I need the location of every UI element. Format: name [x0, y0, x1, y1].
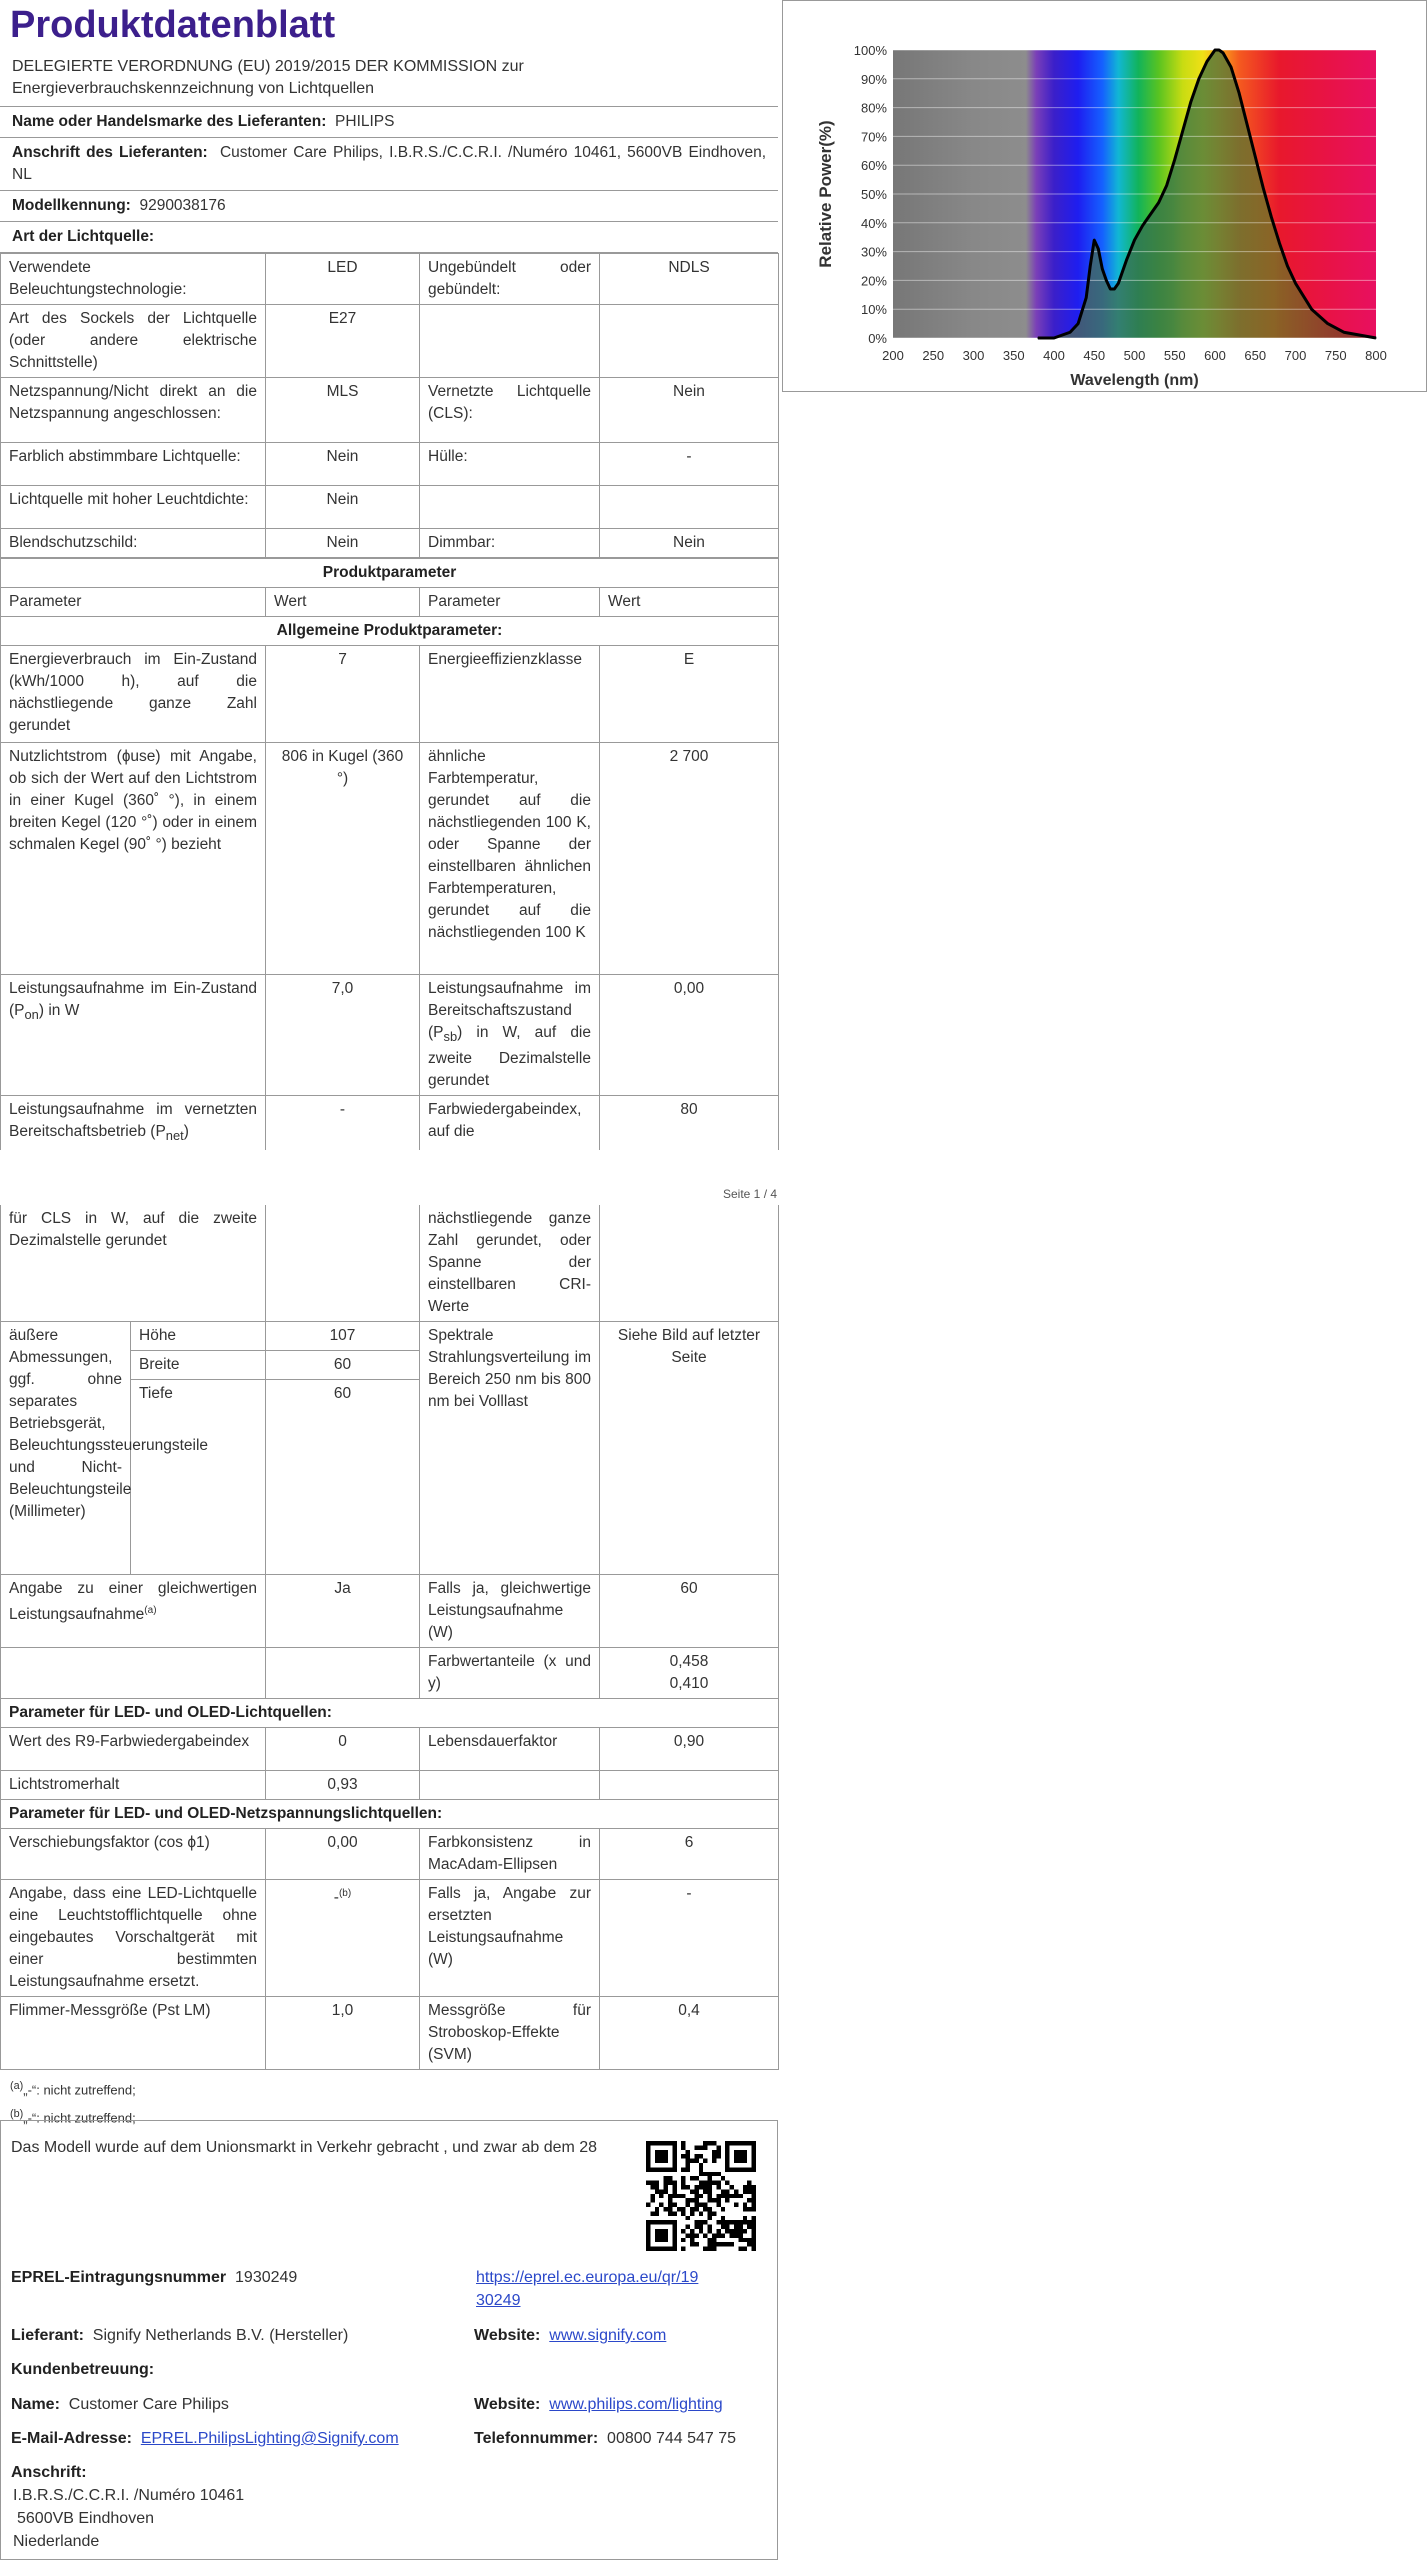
- qr-code-icon: [646, 2141, 756, 2251]
- param-value: -: [600, 1880, 779, 1997]
- supplier-name: Lieferant: Signify Netherlands B.V. (Hersteller): [11, 2327, 349, 2344]
- data-point: [1190, 101, 1191, 102]
- dimension-key: Höhe: [131, 1322, 266, 1351]
- x-tick-label: 500: [1123, 348, 1146, 363]
- data-point: [1359, 335, 1360, 336]
- data-point: [1287, 265, 1288, 266]
- y-tick-label: 30%: [860, 244, 887, 260]
- equivalent-power-w-value: 60: [600, 1575, 779, 1648]
- data-point: [1182, 130, 1183, 131]
- x-tick-label: 400: [1043, 348, 1065, 363]
- param-label: Nutzlichtstrom (ɸuse) mit Angabe, ob sich der Wert auf den Lichtstrom in einer Kugel (360˚ °), in einem breiten Kegel (120 °˚) oder in einem schmalen Kegel (90˚ °) bezieht: [1, 743, 266, 975]
- data-point: [1198, 78, 1199, 79]
- data-point: [1295, 283, 1296, 284]
- param-label: Angabe, dass eine LED-Lichtquelle eine Leuchtstofflichtquelle ohne eingebautes Vorschaltgerät mit einer bestimmten Leistungsaufnahme ersetzt.: [1, 1880, 266, 1997]
- param-label: Blendschutzschild:: [1, 529, 266, 558]
- x-tick-label: 350: [1002, 348, 1025, 363]
- x-tick-label: 250: [922, 348, 945, 363]
- table-row: [1, 1728, 779, 1771]
- dimension-key: Tiefe: [131, 1380, 266, 1575]
- data-point: [1053, 337, 1054, 338]
- x-tick-label: 200: [882, 348, 904, 363]
- address-block: Anschrift: I.B.R.S./C.C.R.I. /Numéro 10461 5600VB Eindhoven Niederlande: [11, 2464, 245, 2550]
- dimension-value: 60: [266, 1351, 420, 1380]
- cri-label: Farbwiedergabeindex, auf die: [420, 1096, 600, 1151]
- data-point: [1263, 188, 1264, 189]
- param-value: [600, 1771, 779, 1800]
- param-label: Messgröße für Stroboskop-Effekte (SVM): [420, 1997, 600, 2070]
- y-tick-label: 10%: [860, 302, 887, 318]
- data-point: [1343, 332, 1344, 333]
- address-row: [0, 138, 778, 191]
- column-header: Parameter: [420, 588, 600, 617]
- param-label: Verwendete Beleuchtungstechnologie:: [1, 254, 266, 305]
- data-point: [1247, 124, 1248, 125]
- param-value: Nein: [266, 443, 420, 486]
- product-parameters-title: Produktparameter: [1, 559, 779, 588]
- param-value: Nein: [266, 529, 420, 558]
- standby-power-value: 0,00: [600, 975, 779, 1096]
- column-header-row: [1, 588, 779, 617]
- param-value: E27: [266, 305, 420, 378]
- param-value: 0,00: [266, 1829, 420, 1880]
- x-axis-label: Wavelength (nm): [1070, 372, 1199, 389]
- param-value: Nein: [600, 529, 779, 558]
- footnote: $^{(b)}$„-“: nicht zutreffend;: [10, 2108, 136, 2126]
- data-point: [1114, 288, 1115, 289]
- networked-standby-label-cont: für CLS in W, auf die zweite Dezimalstelle gerundet: [1, 1205, 266, 1322]
- param-value: -: [600, 443, 779, 486]
- column-header: Wert: [600, 588, 779, 617]
- table-row: [1, 1997, 779, 2070]
- param-value: MLS: [266, 378, 420, 443]
- table-row: [1, 975, 779, 1096]
- param-label: Energieeffizienzklasse: [420, 646, 600, 743]
- param-value: 0,4: [600, 1997, 779, 2070]
- customer-service-heading: Kundenbetreuung:: [11, 2361, 155, 2378]
- param-value: NDLS: [600, 254, 779, 305]
- data-point: [1271, 216, 1272, 217]
- address-label: Anschrift des Lieferanten:: [12, 144, 208, 161]
- data-point: [1134, 239, 1135, 240]
- x-tick-label: 450: [1083, 348, 1106, 363]
- data-point: [1214, 49, 1215, 50]
- table-row: [1, 1322, 779, 1351]
- data-point: [1102, 268, 1103, 269]
- customer-website: Website: www.philips.com/lighting: [474, 2396, 723, 2413]
- data-point: [1118, 283, 1119, 284]
- data-point: [1166, 185, 1167, 186]
- dimension-key: Breite: [131, 1351, 266, 1380]
- y-tick-label: 40%: [860, 215, 887, 231]
- eprel-link[interactable]: https://eprel.ec.europa.eu/qr/19 30249: [476, 2269, 699, 2309]
- data-point: [1070, 332, 1071, 333]
- data-point: [1311, 309, 1312, 310]
- param-value: 0,90: [600, 1728, 779, 1771]
- spectral-label: Spektrale Strahlungsverteilung im Bereich 250 nm bis 800 nm bei Volllast: [420, 1322, 600, 1575]
- data-point: [1375, 337, 1376, 338]
- email-row: E-Mail-Adresse: EPREL.PhilipsLighting@Signify.com: [11, 2430, 399, 2447]
- param-value: 0,93: [266, 1771, 420, 1800]
- data-point: [1218, 49, 1219, 50]
- param-label: Farblich abstimmbare Lichtquelle:: [1, 443, 266, 486]
- param-value: 6: [600, 1829, 779, 1880]
- column-header: Parameter: [1, 588, 266, 617]
- data-point: [1231, 67, 1232, 68]
- chromaticity-label: Farbwertanteile (x und y): [420, 1648, 600, 1699]
- y-tick-label: 0%: [868, 331, 887, 346]
- footnote: $^{(a)}$„-“: nicht zutreffend;: [10, 2080, 136, 2098]
- power-on-value: 7,0: [266, 975, 420, 1096]
- param-value: 0: [266, 1728, 420, 1771]
- supplier-row: [0, 107, 778, 138]
- x-tick-label: 650: [1244, 348, 1267, 363]
- equivalent-power-w-label: Falls ja, gleichwertige Leistungsaufnahme (W): [420, 1575, 600, 1648]
- equivalent-power-label: Angabe zu einer gleichwertigen Leistungsaufnahme$^{(a)}$: [1, 1575, 266, 1648]
- cri-label-cont: nächstliegende ganze Zahl gerundet, oder Spanne der einstellbaren CRI-Werte: [420, 1205, 600, 1322]
- supplier-label: Name oder Handelsmarke des Lieferanten:: [12, 113, 327, 130]
- column-header: Wert: [266, 588, 420, 617]
- data-point: [1206, 61, 1207, 62]
- table-row: [1, 486, 779, 529]
- table-row: [1, 1096, 779, 1151]
- phone-row: Telefonnummer: 00800 744 547 75: [474, 2430, 737, 2447]
- param-label: Farbkonsistenz in MacAdam-Ellipsen: [420, 1829, 600, 1880]
- param-label: Lebensdauerfaktor: [420, 1728, 600, 1771]
- table-row: [1, 1648, 779, 1699]
- data-point: [1086, 297, 1087, 298]
- table-row: [1, 1575, 779, 1648]
- networked-standby-value: -: [266, 1096, 420, 1151]
- param-value: [600, 305, 779, 378]
- table-row: [1, 529, 779, 558]
- data-point: [1126, 260, 1127, 261]
- dimension-value: 60: [266, 1380, 420, 1575]
- param-value: E: [600, 646, 779, 743]
- data-point: [1110, 288, 1111, 289]
- cri-value: 80: [600, 1096, 779, 1151]
- data-point: [1094, 239, 1095, 240]
- y-tick-label: 80%: [860, 100, 887, 116]
- data-point: [1090, 265, 1091, 266]
- data-point: [1106, 280, 1107, 281]
- data-point: [1222, 52, 1223, 53]
- networked-standby-label: Leistungsaufnahme im vernetzten Bereitschaftsbetrieb $(P_{net})$: [1, 1096, 266, 1151]
- param-label: [420, 305, 600, 378]
- market-date-text: Das Modell wurde auf dem Unionsmarkt in Verkehr gebracht , und zwar ab dem 28: [11, 2139, 598, 2156]
- model-value: 9290038176: [139, 197, 226, 214]
- y-tick-label: 90%: [860, 71, 887, 87]
- x-tick-label: 750: [1324, 348, 1347, 363]
- signify-link[interactable]: www.signify.com: [549, 2327, 667, 2344]
- param-label: Ungebündelt oder gebündelt:: [420, 254, 600, 305]
- param-label: Netzspannung/Nicht direkt an die Netzspannung angeschlossen:: [1, 378, 266, 443]
- param-value: 7: [266, 646, 420, 743]
- param-label: Lichtstromerhalt: [1, 1771, 266, 1800]
- param-value: 806 in Kugel (360 °): [266, 743, 420, 975]
- spectral-value: Siehe Bild auf letzter Seite: [600, 1322, 779, 1575]
- x-tick-label: 700: [1284, 348, 1307, 363]
- param-label: Vernetzte Lichtquelle (CLS):: [420, 378, 600, 443]
- table-row: [1, 443, 779, 486]
- x-tick-label: 550: [1163, 348, 1186, 363]
- mls-parameters-heading: Parameter für LED- und OLED-Netzspannungslichtquellen:: [1, 1800, 779, 1829]
- param-label: Dimmbar:: [420, 529, 600, 558]
- param-value: Nein: [266, 486, 420, 529]
- table-row: [1, 1205, 779, 1322]
- table-row: [1, 305, 779, 378]
- table-row: [1, 1829, 779, 1880]
- y-tick-label: 20%: [860, 273, 887, 289]
- data-point: [1158, 202, 1159, 203]
- model-label: Modellkennung:: [12, 197, 131, 214]
- data-point: [1327, 323, 1328, 324]
- data-point: [1142, 225, 1143, 226]
- supplier-value: PHILIPS: [335, 113, 395, 130]
- param-label: Flimmer-Messgröße (Pst LM): [1, 1997, 266, 2070]
- x-tick-label: 800: [1365, 348, 1387, 363]
- data-point: [1279, 242, 1280, 243]
- table-row: [1, 378, 779, 443]
- equivalent-power-value: Ja: [266, 1575, 420, 1648]
- spectrum-chart-box: [782, 0, 1427, 392]
- param-value: 2 700: [600, 743, 779, 975]
- param-label: [420, 1771, 600, 1800]
- table-row: [1, 1771, 779, 1800]
- power-on-label: Leistungsaufnahme im Ein-Zustand $(P_{on})$ in W: [1, 975, 266, 1096]
- data-point: [1078, 323, 1079, 324]
- param-value: Nein: [600, 378, 779, 443]
- param-label: Wert des R9-Farbwiedergabeindex: [1, 1728, 266, 1771]
- model-row: [0, 191, 778, 222]
- light-source-type-table: [0, 253, 779, 558]
- y-tick-label: 100%: [853, 43, 887, 58]
- param-value: 1,0: [266, 1997, 420, 2070]
- data-point: [1037, 337, 1038, 338]
- param-label: Lichtquelle mit hoher Leuchtdichte:: [1, 486, 266, 529]
- datasheet-continued: [0, 1205, 778, 2135]
- table-row: [1, 254, 779, 305]
- data-point: [1255, 156, 1256, 157]
- chromaticity-value: 0,458 0,410: [600, 1648, 779, 1699]
- data-point: [1174, 159, 1175, 160]
- dimension-value: 107: [266, 1322, 420, 1351]
- supplier-website: Website: www.signify.com: [474, 2327, 667, 2344]
- light-source-type-heading: Art der Lichtquelle:: [0, 222, 778, 253]
- product-datasheet: [0, 0, 778, 1150]
- general-parameters-heading: Allgemeine Produktparameter:: [1, 617, 779, 646]
- product-parameters-table: [0, 558, 779, 1150]
- param-label: Verschiebungsfaktor (cos ϕ1): [1, 1829, 266, 1880]
- data-point: [1098, 248, 1099, 249]
- param-value: LED: [266, 254, 420, 305]
- address-value: Customer Care Philips, I.B.R.S./C.C.R.I. /Numéro 10461, 5600VB Eindhoven, NL: [12, 144, 767, 183]
- eprel-number: EPREL-Eintragungsnummer 1930249: [11, 2269, 298, 2286]
- page-title: Produktdatenblatt: [10, 4, 336, 46]
- product-parameters-continued: [0, 1205, 779, 2070]
- x-tick-label: 300: [962, 348, 985, 363]
- y-tick-label: 60%: [860, 158, 887, 174]
- spectral-power-chart: [783, 1, 1426, 391]
- regulation-subtitle: DELEGIERTE VERORDNUNG (EU) 2019/2015 DER KOMMISSION zur Energieverbrauchskennzeichnung von Lichtquellen: [0, 52, 778, 107]
- table-row: [1, 1880, 779, 1997]
- dimensions-label: äußere Abmessungen, ggf. ohne separates Betriebsgerät, Beleuchtungssteuerungsteile und Nicht-Beleuchtungsteile (Millimeter): [1, 1322, 131, 1575]
- param-value: -$^{(b)}$: [266, 1880, 420, 1997]
- param-label: Falls ja, Angabe zur ersetzten Leistungsaufnahme (W): [420, 1880, 600, 1997]
- param-label: [420, 486, 600, 529]
- param-label: ähnliche Farbtemperatur, gerundet auf die nächstliegenden 100 K, oder Spanne der einstellbaren ähnlichen Farbtemperaturen, gerundet auf die nächstliegenden 100 K: [420, 743, 600, 975]
- param-label: Hülle:: [420, 443, 600, 486]
- standby-power-label: Leistungsaufnahme im Bereitschaftszustand $(P_{sb})$ in W, auf die zweite Dezimalstelle gerundet: [420, 975, 600, 1096]
- data-point: [1061, 335, 1062, 336]
- param-label: Energieverbrauch im Ein-Zustand (kWh/1000 h), auf die nächstliegende ganze Zahl gerundet: [1, 646, 266, 743]
- eprel-info-box: [0, 2120, 778, 2560]
- param-label: Art des Sockels der Lichtquelle (oder andere elektrische Schnittstelle): [1, 305, 266, 378]
- table-row: [1, 646, 779, 743]
- y-tick-label: 70%: [860, 129, 887, 145]
- page-number: Seite 1 / 4: [723, 1187, 778, 1201]
- led-parameters-heading: Parameter für LED- und OLED-Lichtquellen:: [1, 1699, 779, 1728]
- y-axis-label: Relative Power(%): [816, 120, 835, 268]
- email-link[interactable]: EPREL.PhilipsLighting@Signify.com: [140, 2430, 399, 2447]
- data-point: [1239, 93, 1240, 94]
- param-value: [600, 486, 779, 529]
- table-row: [1, 743, 779, 975]
- data-point: [1150, 214, 1151, 215]
- x-tick-label: 600: [1204, 348, 1226, 363]
- customer-name: Name: Customer Care Philips: [11, 2396, 229, 2413]
- y-tick-label: 50%: [860, 187, 887, 202]
- philips-link[interactable]: www.philips.com/lighting: [549, 2396, 723, 2413]
